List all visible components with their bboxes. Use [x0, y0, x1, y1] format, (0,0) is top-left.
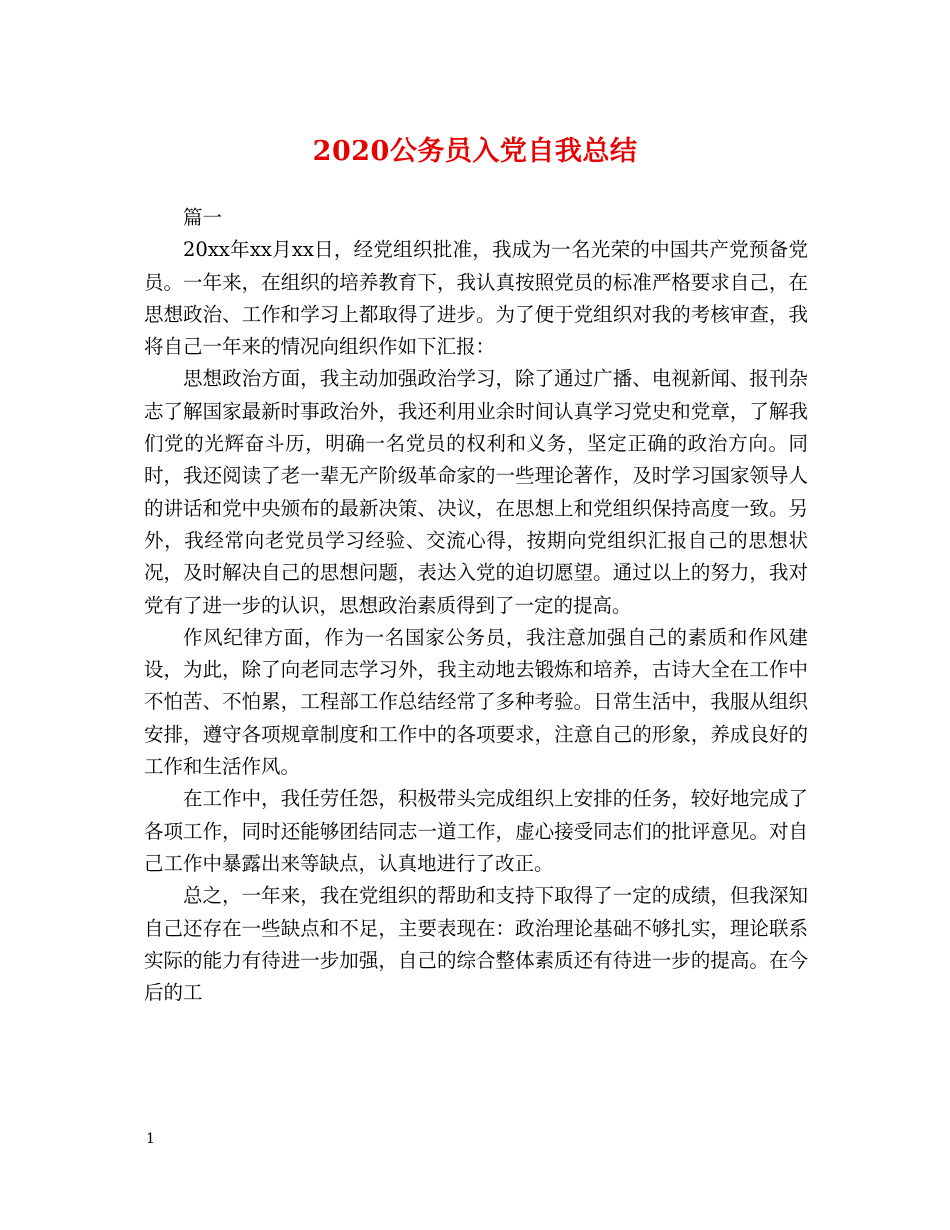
- paragraph: 在工作中，我任劳任怨，积极带头完成组织上安排的任务，较好地完成了各项工作，同时还能够团结同志一道工作，虚心接受同志们的批评意见。对自己工作中暴露出来等缺点，认真地进行了改正。: [144, 787, 808, 875]
- page-number: 1: [146, 1131, 155, 1147]
- paragraph: 思想政治方面，我主动加强政治学习，除了通过广播、电视新闻、报刊杂志了解国家最新时事政治外，我还利用业余时间认真学习党史和党章，了解我们党的光辉奋斗历，明确一名党员的权利和义务，坚定正确的政治方向。同时，我还阅读了老一辈无产阶级革命家的一些理论著作，及时学习国家领导人的讲话和党中央颁布的最新决策、决议，在思想上和党组织保持高度一致。另外，我经常向老党员学习经验、交流心得，按期向党组织汇报自己的思想状况，及时解决自己的思想问题，表达入党的迫切愿望。通过以上的努力，我对党有了进一步的认识，思想政治素质得到了一定的提高。: [144, 367, 808, 617]
- section-heading: 篇一: [183, 206, 223, 229]
- paragraph: 20xx年xx月xx日，经党组织批准，我成为一名光荣的中国共产党预备党员。一年来，在组织的培养教育下，我认真按照党员的标准严格要求自己，在思想政治、工作和学习上都取得了进步。为了便于党组织对我的考核审查，我将自己一年来的情况向组织作如下汇报：: [144, 238, 808, 359]
- document-title: 2020公务员入党自我总结: [312, 136, 638, 167]
- paragraph: 总之，一年来，我在党组织的帮助和支持下取得了一定的成绩，但我深知自己还存在一些缺点和不足，主要表现在：政治理论基础不够扎实，理论联系实际的能力有待进一步加强，自己的综合整体素质还有待进一步的提高。在今后的工: [144, 884, 808, 1005]
- document-body: [144, 202, 808, 1009]
- paragraph: 作风纪律方面，作为一名国家公务员，我注意加强自己的素质和作风建设，为此，除了向老同志学习外，我主动地去锻炼和培养，古诗大全在工作中不怕苦、不怕累，工程部工作总结经常了多种考验。日常生活中，我服从组织安排，遵守各项规章制度和工作中的各项要求，注意自己的形象，养成良好的工作和生活作风。: [144, 625, 808, 779]
